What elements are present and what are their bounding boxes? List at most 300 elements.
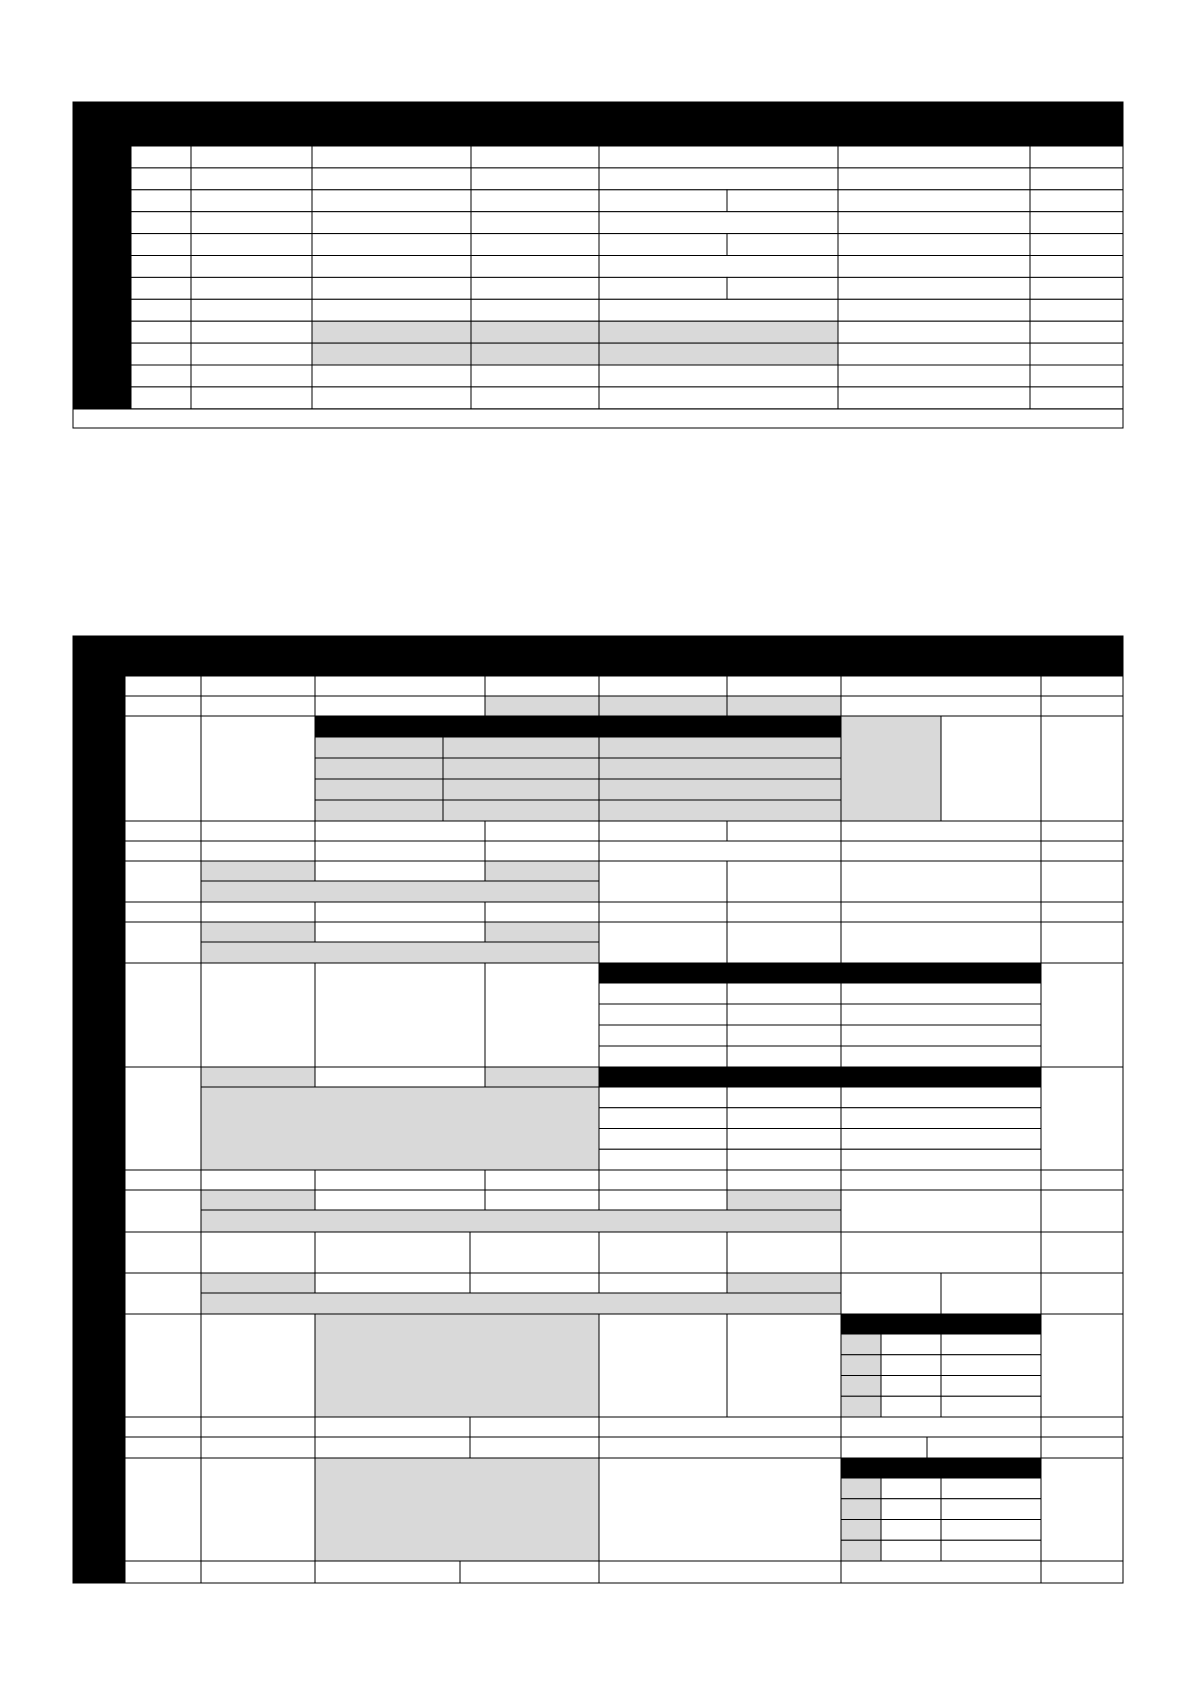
- table-cell: [485, 1190, 599, 1210]
- table-cell: [471, 190, 599, 212]
- bottom-header-group-1: [125, 636, 315, 656]
- table-cell: [315, 963, 485, 1067]
- table-cell: [471, 343, 599, 365]
- table-cell: [727, 861, 841, 902]
- table-cell: [1041, 861, 1123, 902]
- table-cell: [201, 902, 315, 922]
- table-cell: [1041, 1170, 1123, 1190]
- top-table-footer-row: [73, 409, 1123, 428]
- top-subheader-cell: [727, 124, 838, 146]
- subtable-header-cell: [841, 1067, 1041, 1087]
- table-cell: [470, 1437, 599, 1458]
- table-cell: [599, 922, 727, 963]
- table-cell: [470, 1273, 599, 1293]
- row-header-cell: [73, 190, 131, 212]
- row-header-cell: [73, 299, 131, 321]
- shaded-cell: [201, 1067, 315, 1087]
- table-cell: [315, 696, 485, 716]
- top-table-body: [73, 146, 1123, 409]
- table-cell: [841, 1108, 1041, 1129]
- table-cell: [841, 1437, 927, 1458]
- table-cell: [131, 234, 191, 256]
- row-header-cell: [73, 212, 131, 234]
- table-cell: [599, 1232, 727, 1273]
- table-cell: [201, 1437, 315, 1458]
- table-cell: [727, 676, 841, 696]
- subtable-header-cell: [841, 1314, 1041, 1334]
- table-cell: [841, 1004, 1041, 1025]
- top-header-group-4: [838, 102, 1030, 124]
- table-cell: [1030, 212, 1123, 234]
- table-cell: [841, 902, 1041, 922]
- shaded-cell: [315, 737, 443, 758]
- table-cell: [131, 299, 191, 321]
- table-cell: [727, 234, 838, 256]
- table-cell: [471, 234, 599, 256]
- subtable-header-cell: [315, 716, 443, 737]
- table-cell: [841, 922, 1041, 963]
- table-cell: [1041, 1232, 1123, 1273]
- shaded-cell: [599, 758, 841, 779]
- table-cell: [201, 821, 315, 841]
- bottom-subheader-cell: [941, 656, 1041, 676]
- table-cell: [201, 1561, 315, 1583]
- table-cell: [727, 1004, 841, 1025]
- row-header-cell: [73, 1417, 125, 1437]
- table-cell: [841, 1170, 1041, 1190]
- shaded-cell: [443, 758, 599, 779]
- table-cell: [1030, 190, 1123, 212]
- table-cell: [191, 146, 312, 168]
- shaded-cell: [201, 922, 315, 942]
- table-cell: [841, 1025, 1041, 1046]
- table-cell: [191, 234, 312, 256]
- top-subheader-cell: [131, 124, 191, 146]
- table-cell: [841, 841, 1041, 861]
- table-cell: [201, 963, 315, 1067]
- shaded-cell: [201, 861, 315, 881]
- table-cell: [599, 168, 838, 190]
- table-cell: [315, 841, 485, 861]
- table-cell: [599, 1149, 727, 1170]
- table-cell: [727, 1129, 841, 1150]
- row-header-cell: [73, 1067, 125, 1170]
- table-cell: [599, 983, 727, 1004]
- table-cell: [1041, 1437, 1123, 1458]
- shaded-cell: [201, 1087, 599, 1170]
- table-cell: [599, 1046, 727, 1067]
- table-cell: [201, 1458, 315, 1561]
- table-cell: [471, 256, 599, 278]
- shaded-cell: [599, 779, 841, 800]
- shaded-cell: [485, 922, 599, 942]
- table-cell: [485, 963, 599, 1067]
- table-cell: [315, 1232, 470, 1273]
- row-header-cell: [73, 1273, 125, 1314]
- shaded-cell: [841, 1499, 881, 1520]
- table-cell: [838, 146, 1030, 168]
- table-cell: [1030, 321, 1123, 343]
- bottom-table-body: [73, 676, 1123, 1583]
- table-cell: [191, 256, 312, 278]
- top-corner-cell: [73, 102, 131, 146]
- table-cell: [125, 696, 201, 716]
- top-header-group-3: [599, 102, 838, 124]
- shaded-cell: [315, 779, 443, 800]
- table-cell: [485, 821, 599, 841]
- table-cell: [312, 299, 471, 321]
- top-header-group-2: [312, 102, 599, 124]
- table-cell: [727, 983, 841, 1004]
- table-cell: [841, 696, 1041, 716]
- table-cell: [841, 1046, 1041, 1067]
- subtable-header-cell: [727, 1067, 841, 1087]
- table-cell: [1041, 1190, 1123, 1232]
- table-cell: [941, 1273, 1041, 1314]
- top-subheader-cell: [838, 124, 945, 146]
- table-cell: [312, 212, 471, 234]
- table-cell: [941, 1540, 1041, 1561]
- table-cell: [838, 321, 1030, 343]
- table-cell: [470, 1417, 599, 1437]
- table-cell: [599, 1273, 727, 1293]
- table-cell: [941, 1499, 1041, 1520]
- table-cell: [727, 1046, 841, 1067]
- table-cell: [201, 1417, 315, 1437]
- bottom-header-group-2: [315, 636, 599, 656]
- table-cell: [125, 1458, 201, 1561]
- table-cell: [312, 190, 471, 212]
- table-cell: [727, 922, 841, 963]
- table-cell: [312, 387, 471, 409]
- table-cell: [841, 1087, 1041, 1108]
- table-cell: [838, 190, 1030, 212]
- table-cell: [941, 716, 1041, 821]
- table-cell: [841, 1149, 1041, 1170]
- table-cell: [125, 1314, 201, 1417]
- table-cell: [838, 234, 1030, 256]
- table-cell: [599, 841, 841, 861]
- table-cell: [131, 212, 191, 234]
- table-cell: [201, 676, 315, 696]
- top-subheader-cell: [1030, 124, 1123, 146]
- row-header-cell: [73, 922, 125, 963]
- table-cell: [1030, 234, 1123, 256]
- table-cell: [599, 234, 727, 256]
- table-cell: [841, 1129, 1041, 1150]
- shaded-cell: [841, 1376, 881, 1397]
- row-header-cell: [73, 1561, 125, 1583]
- table-cell: [1041, 1314, 1123, 1417]
- top-subheader-cell: [945, 124, 1030, 146]
- table-cell: [941, 1520, 1041, 1541]
- table-cell: [1041, 841, 1123, 861]
- row-header-cell: [73, 902, 125, 922]
- table-cell: [727, 190, 838, 212]
- top-subheader-cell: [191, 124, 312, 146]
- table-cell: [727, 902, 841, 922]
- row-header-cell: [73, 234, 131, 256]
- table-cell: [470, 1232, 599, 1273]
- shaded-cell: [485, 861, 599, 881]
- table-cell: [881, 1478, 941, 1499]
- row-header-cell: [73, 321, 131, 343]
- table-cell: [941, 1396, 1041, 1417]
- table-cell: [838, 168, 1030, 190]
- top-header-group-5: [1030, 102, 1123, 124]
- table-cell: [471, 299, 599, 321]
- subtable-header-cell: [599, 716, 841, 737]
- table-cell: [727, 1314, 841, 1417]
- table-cell: [131, 343, 191, 365]
- table-cell: [1041, 716, 1123, 821]
- table-cell: [125, 1561, 201, 1583]
- shaded-cell: [599, 737, 841, 758]
- table-cell: [191, 168, 312, 190]
- table-cell: [599, 190, 727, 212]
- table-cell: [312, 146, 471, 168]
- row-header-cell: [73, 861, 125, 902]
- row-header-cell: [73, 716, 125, 821]
- table-cell: [1030, 343, 1123, 365]
- row-header-cell: [73, 168, 131, 190]
- shaded-cell: [201, 1293, 841, 1314]
- table-cell: [191, 277, 312, 299]
- subtable-header-cell: [727, 963, 841, 983]
- table-cell: [881, 1520, 941, 1541]
- shaded-cell: [599, 696, 727, 716]
- shaded-cell: [599, 800, 841, 821]
- bottom-subheader-cell: [727, 656, 841, 676]
- table-cell: [315, 1437, 470, 1458]
- shaded-cell: [315, 758, 443, 779]
- table-cell: [1041, 963, 1123, 1067]
- row-header-cell: [73, 1314, 125, 1417]
- shaded-cell: [841, 716, 941, 821]
- table-cell: [881, 1396, 941, 1417]
- shaded-cell: [201, 1210, 841, 1232]
- row-header-cell: [73, 1458, 125, 1561]
- table-cell: [599, 146, 838, 168]
- table-cell: [599, 1108, 727, 1129]
- table-cell: [838, 299, 1030, 321]
- table-cell: [599, 277, 727, 299]
- table-cell: [312, 365, 471, 387]
- subtable-header-cell: [599, 963, 727, 983]
- table-cell: [125, 1437, 201, 1458]
- table-cell: [941, 1478, 1041, 1499]
- row-header-cell: [73, 821, 125, 841]
- table-cell: [201, 696, 315, 716]
- shaded-cell: [315, 1458, 599, 1561]
- shaded-cell: [727, 696, 841, 716]
- table-cell: [838, 387, 1030, 409]
- table-cell: [941, 1376, 1041, 1397]
- table-cell: [599, 1170, 727, 1190]
- row-header-cell: [73, 343, 131, 365]
- table-cell: [315, 1067, 485, 1087]
- table-cell: [599, 821, 727, 841]
- table-cell: [315, 676, 485, 696]
- shaded-cell: [201, 1190, 315, 1210]
- table-cell: [315, 1190, 485, 1210]
- shaded-cell: [841, 1478, 881, 1499]
- table-cell: [841, 1561, 1041, 1583]
- table-cell: [125, 1232, 201, 1273]
- table-cell: [312, 168, 471, 190]
- bottom-subheader-cell: [841, 656, 941, 676]
- table-cell: [841, 1190, 1041, 1232]
- shaded-cell: [841, 1520, 881, 1541]
- table-cell: [460, 1561, 599, 1583]
- table-cell: [599, 343, 838, 365]
- table-cell: [191, 343, 312, 365]
- row-header-cell: [73, 256, 131, 278]
- table-cell: [599, 861, 727, 902]
- shaded-cell: [727, 1190, 841, 1210]
- table-cell: [131, 387, 191, 409]
- table-cell: [201, 1232, 315, 1273]
- table-cell: [471, 321, 599, 343]
- table-cell: [838, 212, 1030, 234]
- table-cell: [927, 1437, 1041, 1458]
- table-cell: [838, 256, 1030, 278]
- table-cell: [315, 1561, 460, 1583]
- table-cell: [125, 1417, 201, 1437]
- table-cell: [599, 212, 838, 234]
- row-header-cell: [73, 676, 125, 696]
- shaded-cell: [443, 800, 599, 821]
- table-cell: [599, 256, 838, 278]
- table-cell: [131, 321, 191, 343]
- table-cell: [191, 299, 312, 321]
- table-cell: [125, 1067, 201, 1170]
- top-table: [73, 102, 1123, 428]
- table-cell: [485, 676, 599, 696]
- table-cell: [131, 365, 191, 387]
- table-cell: [727, 1232, 841, 1273]
- table-cell: [841, 1417, 1041, 1437]
- bottom-subheader-cell: [315, 656, 485, 676]
- table-cell: [838, 343, 1030, 365]
- table-cell: [131, 168, 191, 190]
- table-cell: [727, 1087, 841, 1108]
- top-subheader-cell: [471, 124, 599, 146]
- table-cell: [881, 1540, 941, 1561]
- table-cell: [599, 1087, 727, 1108]
- row-header-cell: [73, 277, 131, 299]
- row-header-cell: [73, 841, 125, 861]
- table-cell: [201, 1170, 315, 1190]
- table-cell: [1041, 676, 1123, 696]
- table-cell: [599, 1458, 841, 1561]
- table-cell: [599, 1004, 727, 1025]
- top-subheader-cell: [599, 124, 727, 146]
- table-cell: [471, 212, 599, 234]
- table-cell: [1041, 1067, 1123, 1170]
- table-cell: [941, 1334, 1041, 1355]
- bottom-subheader-cell: [1041, 656, 1123, 676]
- table-cell: [471, 168, 599, 190]
- table-cell: [1041, 922, 1123, 963]
- table-cell: [315, 1417, 470, 1437]
- table-cell: [841, 1273, 941, 1314]
- table-cell: [1030, 277, 1123, 299]
- table-cell: [485, 1170, 599, 1190]
- shaded-cell: [443, 779, 599, 800]
- table-cell: [485, 902, 599, 922]
- shaded-cell: [315, 800, 443, 821]
- table-cell: [315, 821, 485, 841]
- table-cell: [599, 1025, 727, 1046]
- table-cell: [312, 234, 471, 256]
- table-cell: [1030, 146, 1123, 168]
- subtable-header-cell: [841, 963, 1041, 983]
- table-cell: [881, 1499, 941, 1520]
- row-header-cell: [73, 387, 131, 409]
- table-cell: [201, 716, 315, 821]
- table-cell: [191, 321, 312, 343]
- table-cell: [881, 1355, 941, 1376]
- table-cell: [125, 1170, 201, 1190]
- table-cell: [841, 861, 1041, 902]
- table-cell: [312, 277, 471, 299]
- table-cell: [599, 365, 838, 387]
- table-cell: [1041, 696, 1123, 716]
- bottom-table-header: [73, 636, 1123, 676]
- table-cell: [201, 1314, 315, 1417]
- top-table-header: [73, 102, 1123, 146]
- table-cell: [125, 902, 201, 922]
- subtable-header-cell: [841, 1458, 1041, 1478]
- bottom-header-group-3: [599, 636, 841, 656]
- table-cell: [315, 1170, 485, 1190]
- table-cell: [841, 821, 1041, 841]
- row-header-cell: [73, 1232, 125, 1273]
- table-cell: [881, 1334, 941, 1355]
- table-cell: [1041, 902, 1123, 922]
- table-cell: [312, 321, 471, 343]
- row-header-cell: [73, 146, 131, 168]
- table-cell: [727, 1170, 841, 1190]
- row-header-cell: [73, 696, 125, 716]
- table-cell: [599, 1314, 727, 1417]
- bottom-corner-cell: [73, 636, 125, 676]
- table-cell: [841, 983, 1041, 1004]
- table-cell: [191, 190, 312, 212]
- table-cell: [315, 1273, 470, 1293]
- table-cell: [125, 963, 201, 1067]
- table-cell: [599, 1190, 727, 1210]
- table-cell: [312, 343, 471, 365]
- bottom-table: [73, 636, 1123, 1583]
- table-cell: [125, 1190, 201, 1232]
- table-cell: [599, 299, 838, 321]
- subtable-header-cell: [443, 716, 599, 737]
- table-cell: [599, 1129, 727, 1150]
- row-header-cell: [73, 963, 125, 1067]
- shaded-cell: [443, 737, 599, 758]
- table-cell: [1041, 1417, 1123, 1437]
- table-cell: [125, 676, 201, 696]
- top-subheader-cell: [312, 124, 471, 146]
- table-cell: [471, 146, 599, 168]
- table-cell: [315, 922, 485, 942]
- shaded-cell: [727, 1273, 841, 1293]
- shaded-cell: [485, 1067, 599, 1087]
- shaded-cell: [201, 1273, 315, 1293]
- table-cell: [1041, 821, 1123, 841]
